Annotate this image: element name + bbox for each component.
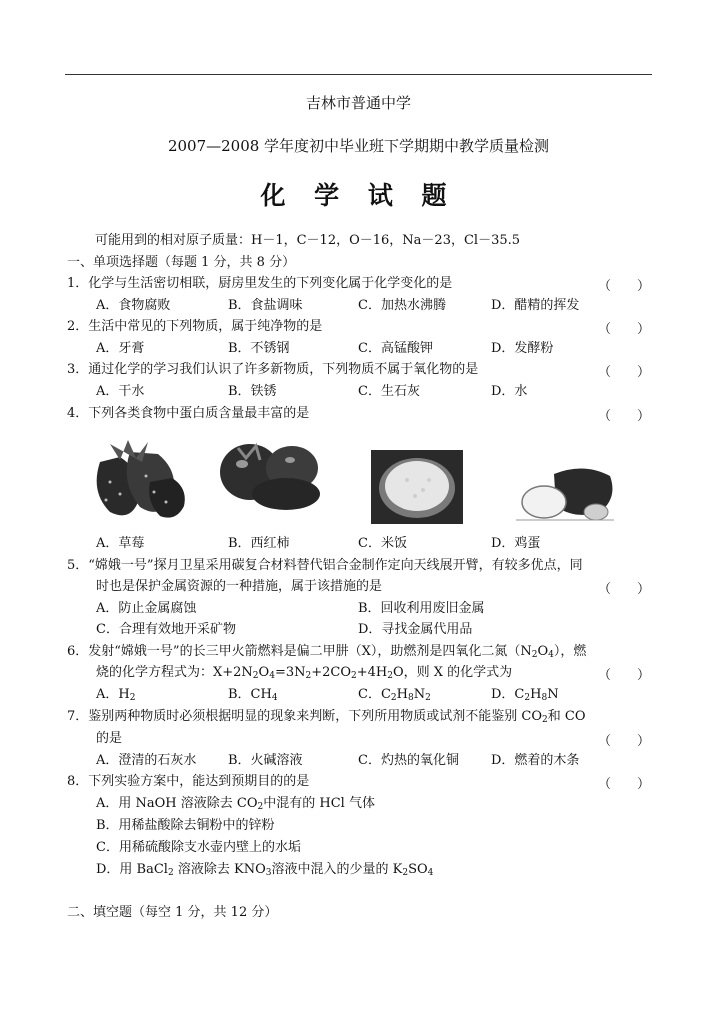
- q3-answer-blank[interactable]: （ ）: [598, 365, 651, 380]
- q1-answer-blank[interactable]: （ ）: [598, 279, 651, 294]
- q4-option-c[interactable]: C．米饭: [358, 536, 407, 551]
- q7-option-a[interactable]: A．澄清的石灰水: [96, 753, 197, 768]
- q7-stem-line1: 7．鉴别两种物质时必须根据明显的现象来判断，下列所用物质或试剂不能鉴别 $CO_2$和 CO: [67, 709, 586, 725]
- q6-stem-line2: 烧的化学方程式为：$X+2N_2O_4=3N_2+2CO_2+4H_2O$，则 X 的化学式为: [96, 665, 513, 681]
- q4-option-a[interactable]: A．草莓: [96, 536, 145, 551]
- q7-stem-line2: 的是: [96, 731, 123, 746]
- q3-option-a[interactable]: A．干水: [96, 384, 145, 399]
- q5-option-a[interactable]: A．防止金属腐蚀: [96, 601, 197, 616]
- q1-option-c[interactable]: C．加热水沸腾: [358, 298, 446, 313]
- q2-option-a[interactable]: A．牙膏: [96, 341, 145, 356]
- q2-option-b[interactable]: B．不锈钢: [228, 341, 290, 356]
- q8-option-d[interactable]: D．用 BaCl$_2$ 溶液除去 $KNO_3$溶液中混入的少量的 $K_2SO_4$: [96, 862, 434, 878]
- q8-option-b[interactable]: B．用稀盐酸除去铜粉中的锌粉: [96, 818, 275, 833]
- q2-option-c[interactable]: C．高锰酸钾: [358, 341, 433, 356]
- q8-option-c[interactable]: C．用稀硫酸除支水壶内壁上的水垢: [96, 840, 301, 855]
- q7-answer-blank[interactable]: （ ）: [598, 734, 651, 749]
- tomato-image: [216, 438, 328, 514]
- header-rule: [65, 74, 652, 75]
- q5-stem-line1: 5．“嫦娥一号”探月卫星采用碳复合材料替代铝合金制作定向天线展开臂，有较多优点，同: [67, 558, 583, 573]
- q2-option-d[interactable]: D．发酵粉: [491, 341, 554, 356]
- q4-answer-blank[interactable]: （ ）: [598, 409, 651, 424]
- egg-image: [514, 462, 618, 524]
- school-name: 吉林市普通中学: [305, 94, 411, 112]
- strawberry-image: [80, 432, 192, 524]
- q7-option-c[interactable]: C．灼热的氧化铜: [358, 753, 459, 768]
- q2-stem: 2．生活中常见的下列物质，属于纯净物的是: [67, 319, 323, 334]
- q3-stem: 3．通过化学的学习我们认识了许多新物质，下列物质不属于氧化物的是: [67, 362, 479, 377]
- q5-option-c[interactable]: C．合理有效地开采矿物: [96, 622, 236, 637]
- atomic-masses: 可能用到的相对原子质量：H－1，C－12，O－16，Na－23，Cl－35.5: [95, 233, 521, 248]
- q5-option-b[interactable]: B．回收利用废旧金属: [358, 601, 485, 616]
- subject-title: 化 学 试 题: [260, 181, 457, 210]
- q4-option-b[interactable]: B．西红柿: [228, 536, 290, 551]
- q5-option-d[interactable]: D．寻找金属代用品: [358, 622, 473, 637]
- rice-image: [371, 450, 463, 524]
- q4-stem: 4．下列各类食物中蛋白质含量最丰富的是: [67, 406, 310, 421]
- exam-title: 2007—2008 学年度初中毕业班下学期期中教学质量检测: [167, 137, 550, 155]
- section1-title: 一、单项选择题（每题 1 分，共 8 分）: [67, 255, 296, 270]
- q1-option-d[interactable]: D．醋精的挥发: [491, 298, 580, 313]
- q6-option-a[interactable]: A．$H_2$: [96, 687, 136, 703]
- q8-option-a[interactable]: A．用 NaOH 溶液除去 $CO_2$中混有的 HCl 气体: [96, 796, 375, 812]
- q7-option-d[interactable]: D．燃着的木条: [491, 753, 580, 768]
- q1-stem: 1．化学与生活密切相联，厨房里发生的下列变化属于化学变化的是: [67, 276, 453, 291]
- q1-option-b[interactable]: B．食盐调味: [228, 298, 303, 313]
- q5-answer-blank[interactable]: （ ）: [598, 582, 651, 597]
- q1-option-a[interactable]: A．食物腐败: [96, 298, 171, 313]
- q8-stem: 8．下列实验方案中，能达到预期目的的是: [67, 774, 310, 789]
- q5-stem-line2: 时也是保护金属资源的一种措施，属于该措施的是: [96, 579, 383, 594]
- q6-answer-blank[interactable]: （ ）: [598, 668, 651, 683]
- q4-option-d[interactable]: D．鸡蛋: [491, 536, 541, 551]
- q7-option-b[interactable]: B．火碱溶液: [228, 753, 303, 768]
- q8-answer-blank[interactable]: （ ）: [598, 777, 651, 792]
- q3-option-c[interactable]: C．生石灰: [358, 384, 420, 399]
- q3-option-b[interactable]: B．铁锈: [228, 384, 277, 399]
- q6-stem-line1: 6．发射“嫦娥一号”的长三甲火箭燃料是偏二甲肼（X），助燃剂是四氧化二氮$(N_2O_4)$，燃: [67, 644, 587, 660]
- q6-option-b[interactable]: B．$CH_4$: [228, 687, 278, 703]
- q6-option-d[interactable]: D．$C_2H_8N$: [491, 687, 559, 703]
- q6-option-c[interactable]: C．$C_2H_8N_2$: [358, 687, 431, 703]
- q2-answer-blank[interactable]: （ ）: [598, 322, 651, 337]
- section2-title: 二、填空题（每空 1 分，共 12 分）: [67, 905, 278, 920]
- q3-option-d[interactable]: D．水: [491, 384, 528, 399]
